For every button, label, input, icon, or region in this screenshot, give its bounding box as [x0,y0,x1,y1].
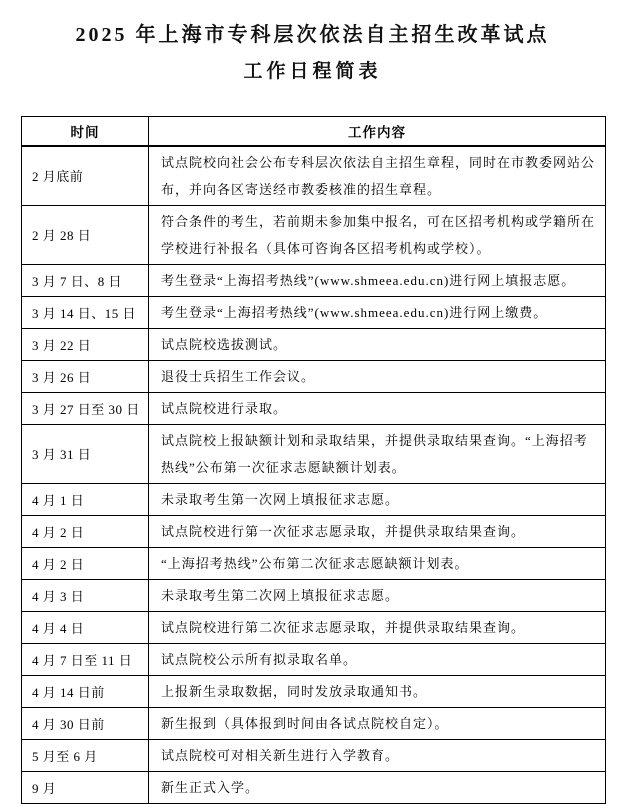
table-row [22,360,606,392]
table-row [22,771,606,803]
document-title [0,20,625,86]
time-cell: 3 月 22 日 [22,328,149,360]
time-cell: 3 月 14 日、15 日 [22,296,149,328]
time-cell: 4 月 2 日 [22,547,149,579]
time-cell: 2 月底前 [22,146,149,206]
time-cell: 9 月 [22,771,149,803]
table-row [22,424,606,483]
table-row [22,643,606,675]
time-cell: 3 月 27 日至 30 日 [22,392,149,424]
table-header-row [22,117,606,146]
content-cell: 试点院校进行录取。 [149,392,606,424]
table-row [22,205,606,264]
content-cell: 试点院校公示所有拟录取名单。 [149,643,606,675]
table-row [22,264,606,296]
content-cell: 未录取考生第二次网上填报征求志愿。 [149,579,606,611]
table-row [22,392,606,424]
header-time: 时间 [22,117,149,146]
content-cell: 考生登录“上海招考热线”(www.shmeea.edu.cn)进行网上填报志愿。 [149,264,606,296]
table-row [22,515,606,547]
table-row [22,328,606,360]
content-cell: 上报新生录取数据，同时发放录取通知书。 [149,675,606,707]
content-cell: 新生报到（具体报到时间由各试点院校自定）。 [149,707,606,739]
table-row [22,483,606,515]
content-cell: 试点院校上报缺额计划和录取结果，并提供录取结果查询。“上海招考热线”公布第一次征求志愿缺额计划表。 [149,424,606,483]
time-cell: 4 月 3 日 [22,579,149,611]
content-cell: 符合条件的考生，若前期未参加集中报名，可在区招考机构或学籍所在学校进行补报名（具体可咨询各区招考机构或学校）。 [149,205,606,264]
time-cell: 5 月至 6 月 [22,739,149,771]
content-cell: 新生正式入学。 [149,771,606,803]
content-cell: 试点院校进行第一次征求志愿录取，并提供录取结果查询。 [149,515,606,547]
table-row [22,547,606,579]
table-row [22,739,606,771]
table-row [22,707,606,739]
content-cell: “上海招考热线”公布第二次征求志愿缺额计划表。 [149,547,606,579]
time-cell: 4 月 7 日至 11 日 [22,643,149,675]
time-cell: 3 月 26 日 [22,360,149,392]
content-cell: 考生登录“上海招考热线”(www.shmeea.edu.cn)进行网上缴费。 [149,296,606,328]
time-cell: 4 月 30 日前 [22,707,149,739]
table-row [22,579,606,611]
document-title-line1: 2025 年上海市专科层次依法自主招生改革试点 [75,24,550,46]
time-cell: 2 月 28 日 [22,205,149,264]
table-row [22,296,606,328]
table-row [22,611,606,643]
time-cell: 4 月 1 日 [22,483,149,515]
table-row [22,675,606,707]
content-cell: 退役士兵招生工作会议。 [149,360,606,392]
time-cell: 4 月 2 日 [22,515,149,547]
time-cell: 4 月 14 日前 [22,675,149,707]
content-cell: 试点院校进行第二次征求志愿录取，并提供录取结果查询。 [149,611,606,643]
content-cell: 试点院校向社会公布专科层次依法自主招生章程，同时在市教委网站公布，并向各区寄送经市教委核准的招生章程。 [149,146,606,206]
table-row [22,146,606,206]
content-cell: 未录取考生第一次网上填报征求志愿。 [149,483,606,515]
time-cell: 3 月 7 日、8 日 [22,264,149,296]
header-content: 工作内容 [149,117,606,146]
content-cell: 试点院校可对相关新生进行入学教育。 [149,739,606,771]
schedule-table [21,116,606,804]
time-cell: 3 月 31 日 [22,424,149,483]
time-cell: 4 月 4 日 [22,611,149,643]
document-title-line2: 工作日程简表 [243,61,382,82]
content-cell: 试点院校选拔测试。 [149,328,606,360]
